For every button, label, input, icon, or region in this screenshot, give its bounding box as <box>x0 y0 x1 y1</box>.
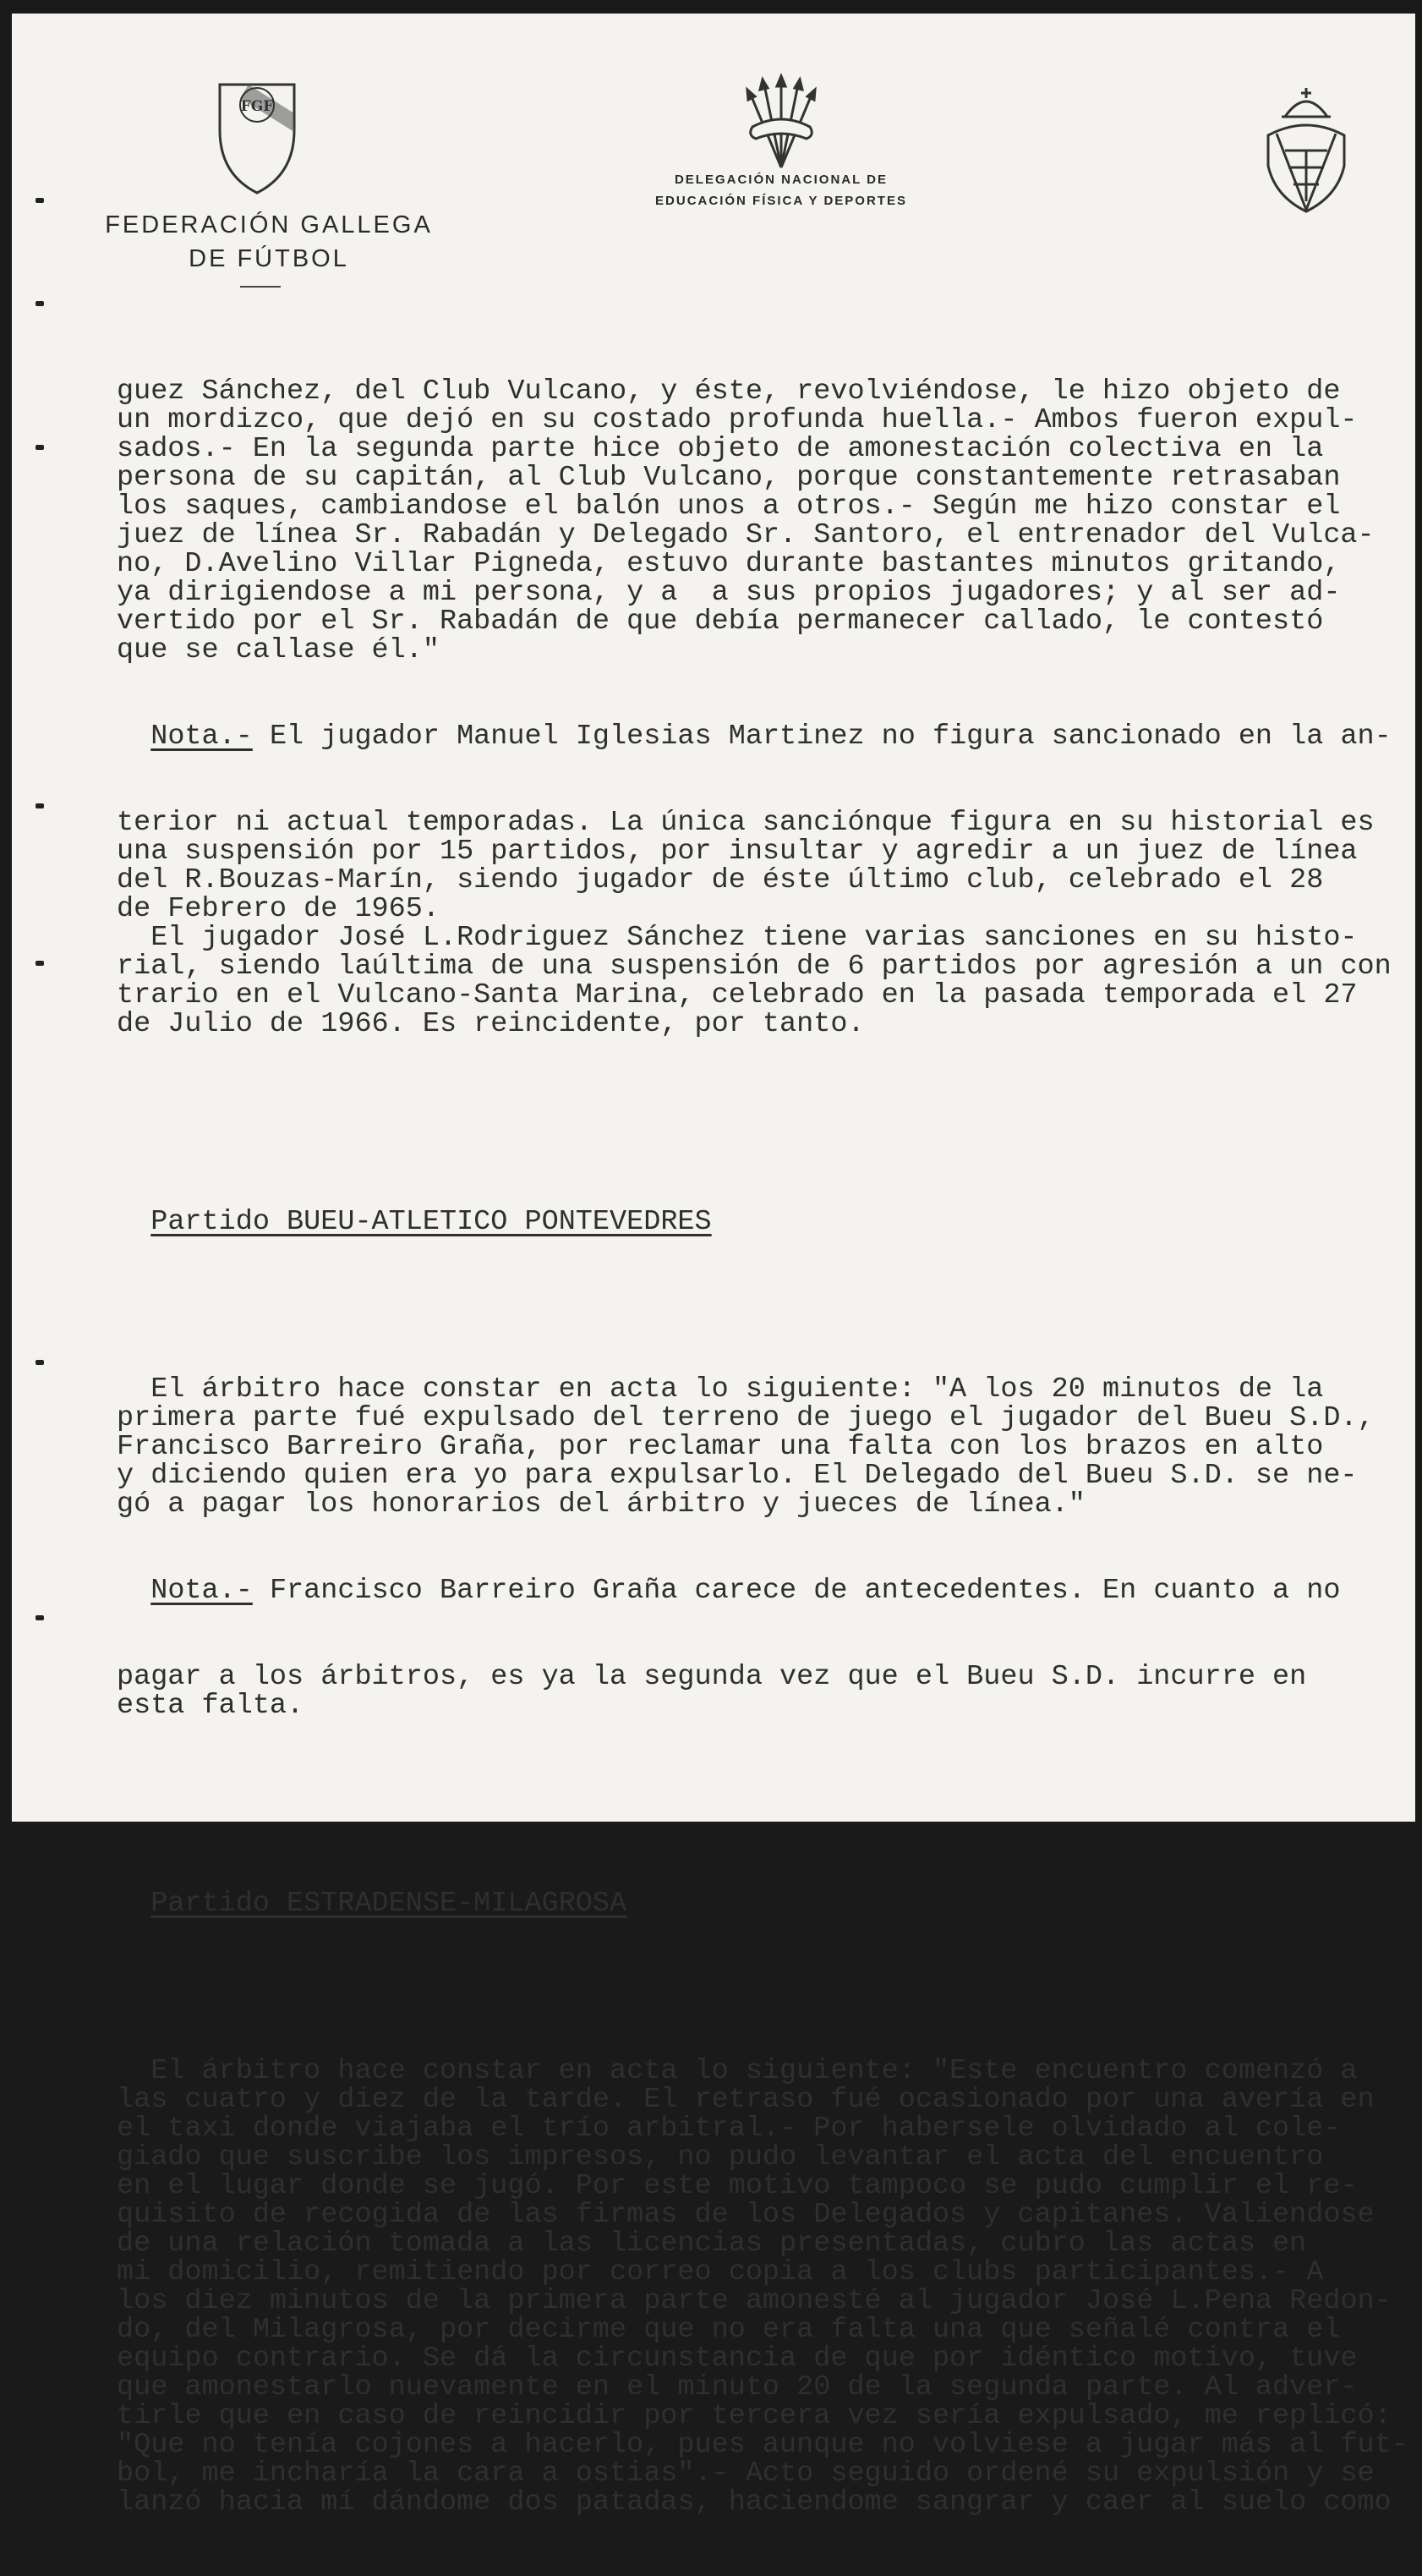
svg-text:FGF: FGF <box>240 98 274 115</box>
note-text: El jugador Manuel Iglesias Martinez no figura sancionado en la an- <box>252 721 1392 753</box>
federation-name-line1: FEDERACIÓN GALLEGA <box>105 211 433 238</box>
yoke-and-arrows-icon <box>739 74 823 174</box>
text-line: el taxi donde viajaba el trío arbitral.- Por habersele olvidado al cole- <box>117 2113 1341 2145</box>
text-line: y diciendo quien era yo para expulsarlo. El Delegado del Bueu S.D. se ne- <box>117 1460 1358 1492</box>
text-line: en el lugar donde se jugó. Por este motivo tampoco se pudo cumplir el re- <box>117 2170 1358 2202</box>
text-line: equipo contrario. Se dá la circunstancia de que por idéntico motivo, tuve <box>117 2343 1358 2375</box>
delegation-name <box>587 169 976 211</box>
letterhead <box>12 14 1415 301</box>
text-line: un mordizco, que dejó en su costado profunda huella.- Ambos fueron expul- <box>117 404 1358 436</box>
note-label: Nota.- <box>150 721 253 753</box>
section-heading: Partido ESTRADENSE-MILAGROSA <box>150 1888 627 1920</box>
text-line: mi domicilio, remitiendo por correo copia a los clubs participantes.- A <box>117 2256 1324 2288</box>
text-line: lanzó hacia mí dándome dos patadas, haciendome sangrar y caer al suelo como <box>117 2486 1392 2518</box>
text-line: que amonestarlo nuevamente en el minuto 20 de la segunda parte. Al adver- <box>117 2371 1358 2403</box>
note-line <box>117 722 1402 751</box>
divider <box>240 286 281 288</box>
document-body <box>117 320 1408 2574</box>
text-line: sados.- En la segunda parte hice objeto de amonestación colectiva en la <box>117 433 1324 465</box>
text-line: gó a pagar los honorarios del árbitro y jueces de línea." <box>117 1488 1086 1521</box>
text-line: vertido por el Sr. Rabadán de que debía permanecer callado, le contestó <box>117 606 1324 638</box>
text-line: de una relación tomada a las licencias presentadas, cubro las actas en <box>117 2228 1307 2260</box>
text-line: El árbitro hace constar en acta lo siguiente: "A los 20 minutos de la <box>117 1373 1324 1406</box>
text-line: los saques, cambiandose el balón unos a otros.- Según me hizo constar el <box>117 491 1341 523</box>
delegation-name-line1: DELEGACIÓN NACIONAL DE <box>674 173 889 187</box>
fgf-shield-icon <box>215 79 299 198</box>
text-line: rial, siendo laúltima de una suspensión de 6 partidos por agresión a un con <box>117 951 1392 983</box>
note-text: Francisco Barreiro Graña carece de antecedentes. En cuanto a no <box>252 1575 1341 1607</box>
paragraph-report-bueu <box>117 1375 1402 1519</box>
paragraph-report-estradense <box>117 2055 1408 2518</box>
document-page <box>12 14 1415 2518</box>
text-line: persona de su capitán, al Club Vulcano, porque constantemente retrasaban <box>117 462 1341 494</box>
text-line: una suspensión por 15 partidos, por insultar y agredir a un juez de línea <box>117 836 1358 868</box>
text-line: pagar a los árbitros, es ya la segunda vez que el Bueu S.D. incurre en <box>117 1661 1307 1693</box>
delegation-name-line2: EDUCACIÓN FÍSICA Y DEPORTES <box>655 194 907 208</box>
text-line: giado que suscribe los impresos, no pudo levantar el acta del encuentro <box>117 2141 1324 2173</box>
paragraph-note-bueu <box>117 1663 1402 1720</box>
text-line: no, D.Avelino Villar Pigneda, estuvo durante bastantes minutos gritando, <box>117 548 1341 580</box>
royal-crest-icon <box>1260 83 1353 218</box>
text-line: las cuatro y diez de la tarde. El retraso fué ocasionado por una avería en <box>117 2084 1375 2116</box>
text-line: esta falta. <box>117 1690 304 1722</box>
federation-name <box>91 208 446 276</box>
federation-name-line2: DE FÚTBOL <box>189 245 349 272</box>
text-line: terior ni actual temporadas. La única sanciónque figura en su historial es <box>117 807 1375 839</box>
text-line: El jugador José L.Rodriguez Sánchez tiene varias sanciones en su histo- <box>117 922 1358 954</box>
text-line: ya dirigiendose a mi persona, y a a sus propios jugadores; y al ser ad- <box>117 577 1341 609</box>
paragraph-note-sanctions <box>117 808 1402 1039</box>
text-line: primera parte fué expulsado del terreno de juego el jugador del Bueu S.D., <box>117 1402 1375 1434</box>
text-line: do, del Milagrosa, por decirme que no era falta una que señalé contra el <box>117 2314 1341 2346</box>
text-line: guez Sánchez, del Club Vulcano, y éste, revolviéndose, le hizo objeto de <box>117 375 1341 408</box>
text-line: tirle que en caso de reincidir por tercera vez sería expulsado, me replicó: <box>117 2400 1392 2432</box>
note-line <box>117 1576 1402 1605</box>
text-line: "Que no tenía cojones a hacerlo, pues aunque no volviese a jugar más al fut- <box>117 2429 1408 2461</box>
text-line: los diez minutos de la primera parte amonesté al jugador José L.Pena Redon- <box>117 2285 1392 2317</box>
text-line: del R.Bouzas-Marín, siendo jugador de éste último club, celebrado el 28 <box>117 864 1324 896</box>
note-label: Nota.- <box>150 1575 253 1607</box>
text-line: El árbitro hace constar en acta lo siguiente: "Este encuentro comenzó a <box>117 2055 1358 2087</box>
section-heading: Partido BUEU-ATLETICO PONTEVEDRES <box>150 1206 712 1238</box>
text-line: juez de línea Sr. Rabadán y Delegado Sr. Santoro, el entrenador del Vulca- <box>117 519 1375 551</box>
text-line: quisito de recogida de las firmas de los Delegados y capitanes. Valiendose <box>117 2199 1375 2231</box>
text-line: trario en el Vulcano-Santa Marina, celebrado en la pasada temporada el 27 <box>117 979 1358 1011</box>
paragraph-report-vulcano <box>117 377 1402 665</box>
text-line: Francisco Barreiro Graña, por reclamar una falta con los brazos en alto <box>117 1431 1324 1463</box>
text-line: de Julio de 1966. Es reincidente, por tanto. <box>117 1008 865 1040</box>
text-line: bol, me incharía la cara a ostias".- Acto seguido ordené su expulsión y se <box>117 2458 1375 2490</box>
text-line: de Febrero de 1965. <box>117 893 440 925</box>
text-line: que se callase él." <box>117 634 440 666</box>
